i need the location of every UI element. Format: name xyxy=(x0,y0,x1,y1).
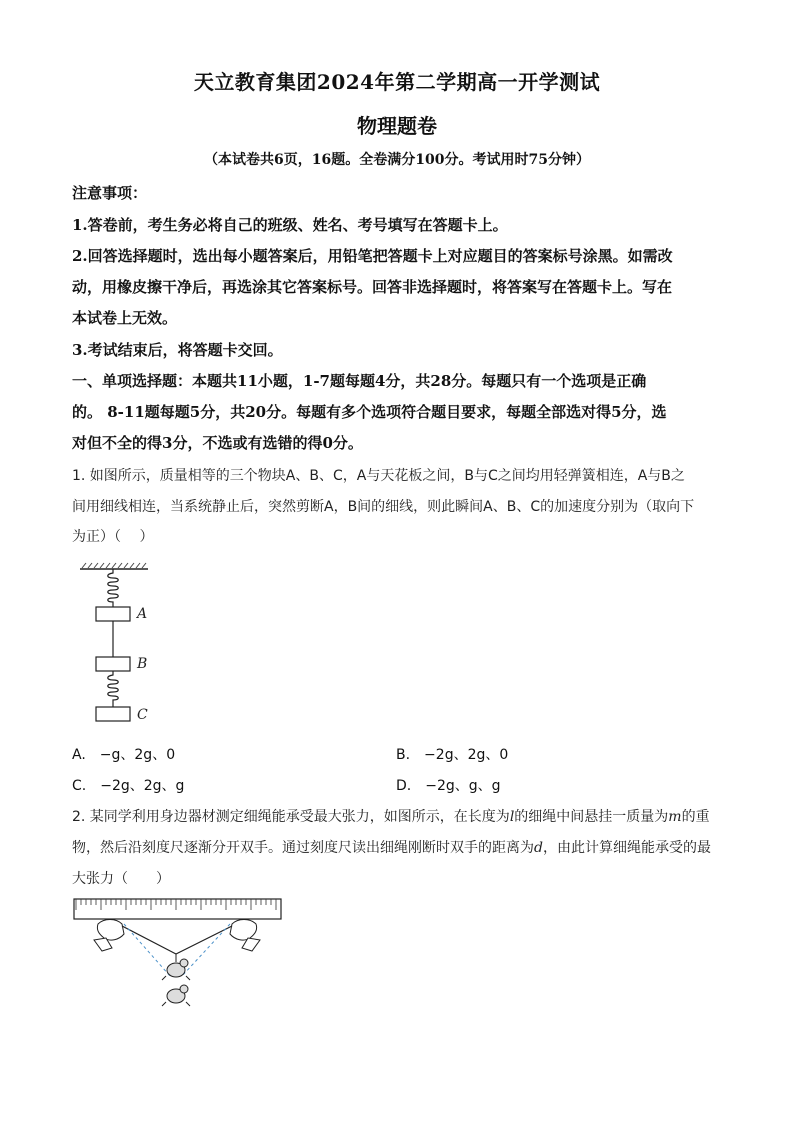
ceiling-hatch xyxy=(80,563,148,569)
notice-heading: 注意事项： xyxy=(72,184,148,202)
var-d: d xyxy=(534,840,543,856)
label-c: C xyxy=(137,707,148,723)
ruler xyxy=(74,899,281,919)
q1-spring-block-figure xyxy=(76,562,166,727)
spring-top xyxy=(108,569,119,607)
q2-ruler-figure xyxy=(72,896,287,1016)
notice-line-5: 3.考试结束后，将答题卡交回。 xyxy=(72,341,283,359)
section1-line-1: 一、单项选择题：本题共11小题，1-7题每题4分，共28分。每题只有一个选项是正确 xyxy=(72,372,647,390)
exam-title: 天立教育集团2024年第二学期高一开学测试 xyxy=(193,70,601,94)
spring-bottom xyxy=(108,671,119,707)
notice-line-2: 2.回答选择题时，选出每小题答案后，用铅笔把答题卡上对应题目的答案标号涂黑。如需改 xyxy=(72,247,673,265)
q2-line-2 xyxy=(72,837,732,857)
notice-line-1: 1.答卷前，考生务必将自己的班级、姓名、考号填写在答题卡上。 xyxy=(72,216,508,234)
label-a: A xyxy=(137,606,148,622)
notice-line-4: 本试卷上无效。 xyxy=(72,309,178,327)
hanging-weight-icon xyxy=(162,959,190,1006)
q2-line-1-pre: 2. 某同学利用身边器材测定细绳能承受最大张力，如图所示，在长度为 xyxy=(72,809,510,825)
q2-line-1-mid: 的细绳中间悬挂一质量为 xyxy=(514,809,669,825)
var-m: m xyxy=(668,809,682,825)
block-b xyxy=(96,657,130,671)
right-hand-icon xyxy=(230,920,257,941)
section1-line-2: 的。 8-11题每题5分，共20分。每题有多个选项符合题目要求，每题全部选对得5分，选 xyxy=(72,403,667,421)
q1-line-2: 间用细线相连，当系统静止后，突然剪断A，B间的细线，则此瞬间A、B、C的加速度分别为（取向下 xyxy=(72,499,695,515)
section1-line-3: 对但不全的得3分，不选或有选错的得0分。 xyxy=(72,434,363,452)
q1-option-b[interactable]: B. −2g、2g、0 xyxy=(396,747,509,763)
block-a xyxy=(96,607,130,621)
var-l: l xyxy=(509,809,515,825)
q1-option-d[interactable]: D. −2g、g、g xyxy=(396,778,501,794)
dashed-left xyxy=(124,924,170,976)
q2-line-2-pre: 物，然后沿刻度尺逐渐分开双手。通过刻度尺读出细绳刚断时双手的距离为 xyxy=(72,840,534,856)
label-b: B xyxy=(137,656,148,672)
q1-option-a[interactable]: A. −g、2g、0 xyxy=(72,747,176,763)
exam-subject: 物理题卷 xyxy=(357,114,437,138)
block-c xyxy=(96,707,130,721)
q2-line-3: 大张力（ ） xyxy=(72,871,170,887)
exam-info: （本试卷共6页，16题。全卷满分100分。考试用时75分钟） xyxy=(204,152,590,168)
q1-line-3: 为正）（ ） xyxy=(72,529,154,545)
q1-line-1: 1. 如图所示，质量相等的三个物块A、B、C，A与天花板之间，B与C之间均用轻弹簧相连，A与B之 xyxy=(72,468,685,484)
q1-option-c[interactable]: C. −2g、2g、g xyxy=(72,778,185,794)
q2-line-1 xyxy=(72,806,732,826)
q2-line-2-post: ，由此计算细绳能承受的最 xyxy=(542,840,711,856)
left-hand-icon xyxy=(97,920,124,941)
notice-line-3: 动，用橡皮擦干净后，再选涂其它答案标号。回答非选择题时，将答案写在答题卡上。写在 xyxy=(72,278,673,296)
q2-line-1-post: 的重 xyxy=(681,809,710,825)
dashed-right xyxy=(182,924,230,976)
